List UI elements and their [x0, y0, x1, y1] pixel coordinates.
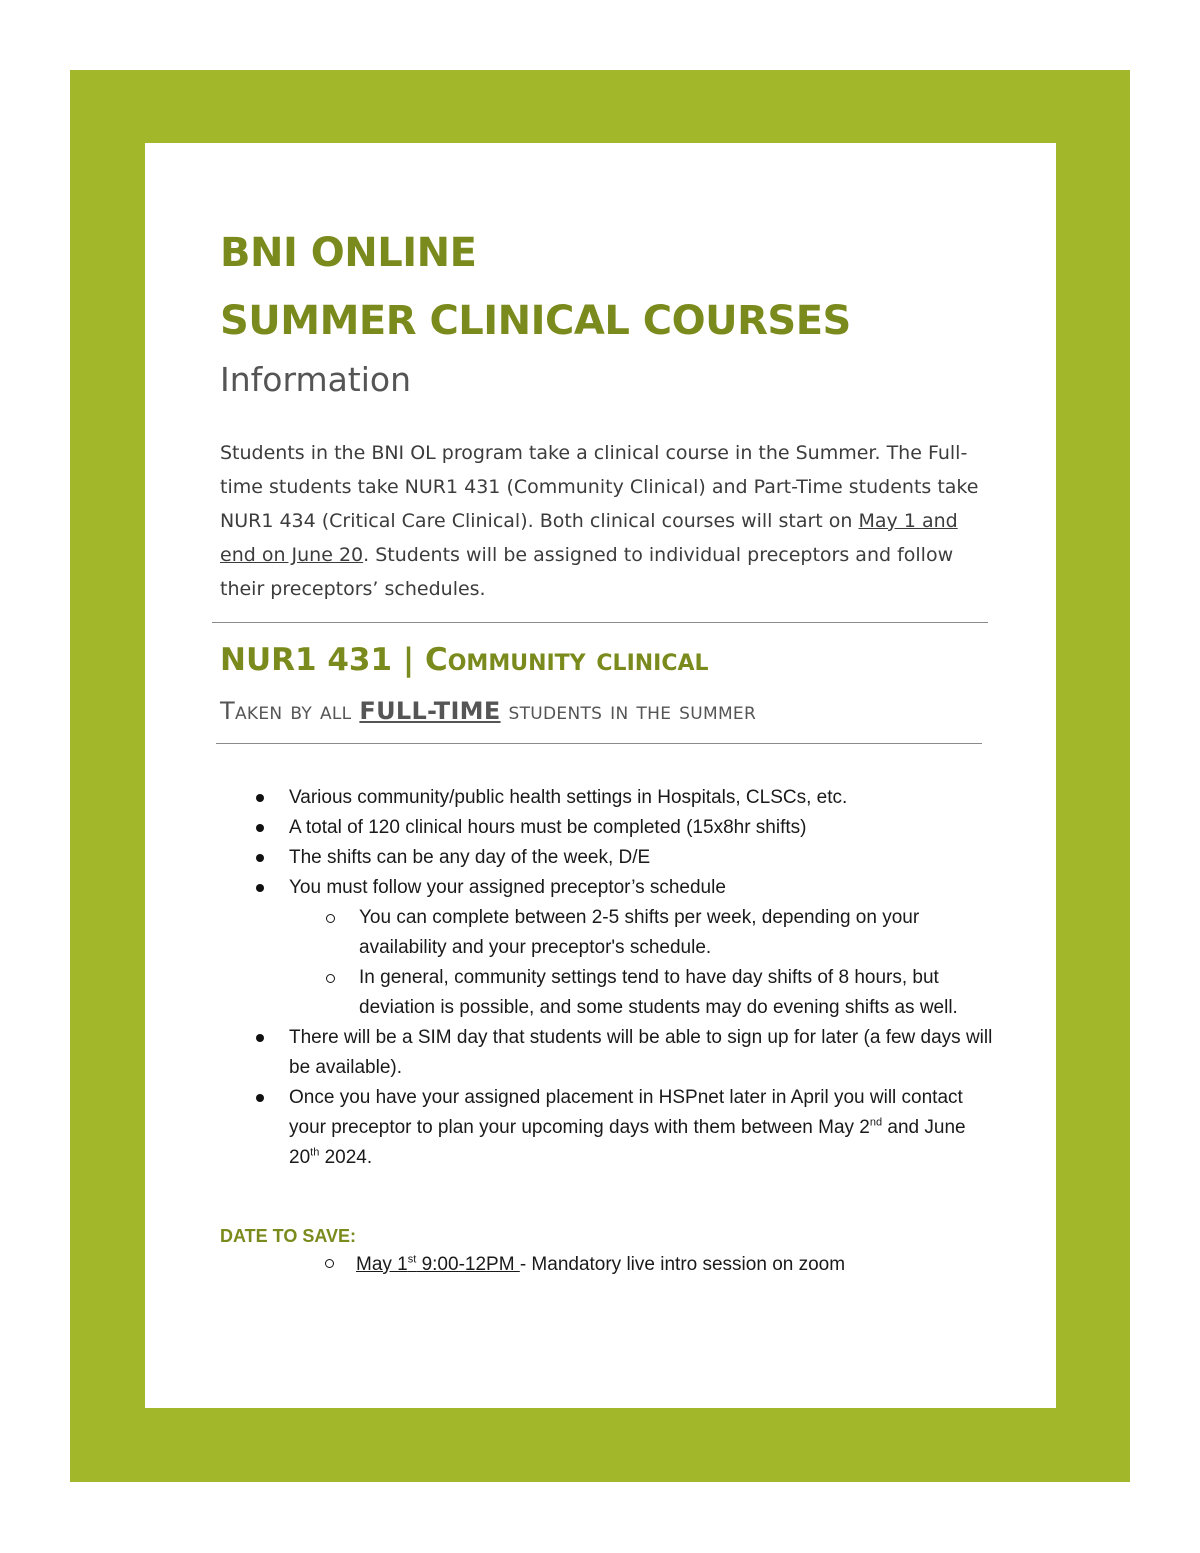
ordinal-suffix: nd	[869, 1116, 883, 1129]
sub-list	[289, 903, 994, 1023]
intro-text-2: . Students will be assigned to individual preceptors and follow their preceptors’ schedules.	[220, 544, 954, 600]
date-item	[325, 1250, 845, 1280]
course-subheading	[220, 697, 756, 725]
ordinal-suffix: st	[407, 1253, 417, 1266]
course-heading	[220, 642, 709, 678]
list-item	[254, 1083, 994, 1173]
divider-top	[212, 622, 988, 623]
title-line-1: BNI ONLINE	[220, 230, 477, 276]
list-item: Various community/public health settings in Hospitals, CLSCs, etc.	[254, 783, 994, 813]
course-sub-emphasis: FULL-TIME	[359, 697, 501, 725]
list-item-text: You must follow your assigned preceptor’s schedule	[289, 877, 726, 898]
date-to-save-label: DATE TO SAVE:	[220, 1226, 357, 1246]
date-item-when	[356, 1254, 520, 1275]
title-line-2: SUMMER CLINICAL COURSES	[220, 298, 851, 344]
list-item	[254, 873, 994, 1023]
course-name: Community clinical	[424, 642, 709, 678]
list-item: A total of 120 clinical hours must be completed (15x8hr shifts)	[254, 813, 994, 843]
course-sub-before: Taken by all	[220, 697, 360, 725]
course-sub-after: students in the summer	[500, 697, 757, 725]
date-item-date: May 1	[356, 1254, 408, 1275]
list-item-text: and June 20	[289, 1117, 966, 1168]
course-code: NUR1 431 |	[220, 642, 425, 678]
details-list	[254, 783, 994, 1173]
list-item-text: 2024.	[319, 1147, 373, 1168]
list-item: There will be a SIM day that students will be able to sign up for later (a few days will be available).	[254, 1023, 994, 1083]
ordinal-suffix: th	[310, 1146, 320, 1159]
intro-text-1: Students in the BNI OL program take a clinical course in the Summer. The Full-time students take NUR1 431 (Community Clinical) and Part-Time students take NUR1 434 (Critical Care Clinical). Both clinical courses will start on	[220, 442, 979, 532]
list-item-text: Once you have your assigned placement in HSPnet later in April you will contact your preceptor to plan your upcoming days with them between May 2	[289, 1087, 963, 1138]
divider-bottom	[216, 743, 982, 744]
intro-paragraph	[220, 436, 980, 606]
sub-list-item: In general, community settings tend to have day shifts of 8 hours, but deviation is possible, and some students may do evening shifts as well.	[289, 963, 994, 1023]
list-item: The shifts can be any day of the week, D/E	[254, 843, 994, 873]
date-item-time: 9:00-12PM	[416, 1254, 520, 1275]
sub-list-item: You can complete between 2-5 shifts per week, depending on your availability and your preceptor's schedule.	[289, 903, 994, 963]
circle-bullet-icon	[325, 1259, 334, 1268]
date-item-description: - Mandatory live intro session on zoom	[519, 1254, 846, 1275]
intro-dates-underlined: May 1 and end on June 20	[220, 510, 958, 566]
subtitle: Information	[220, 360, 412, 399]
